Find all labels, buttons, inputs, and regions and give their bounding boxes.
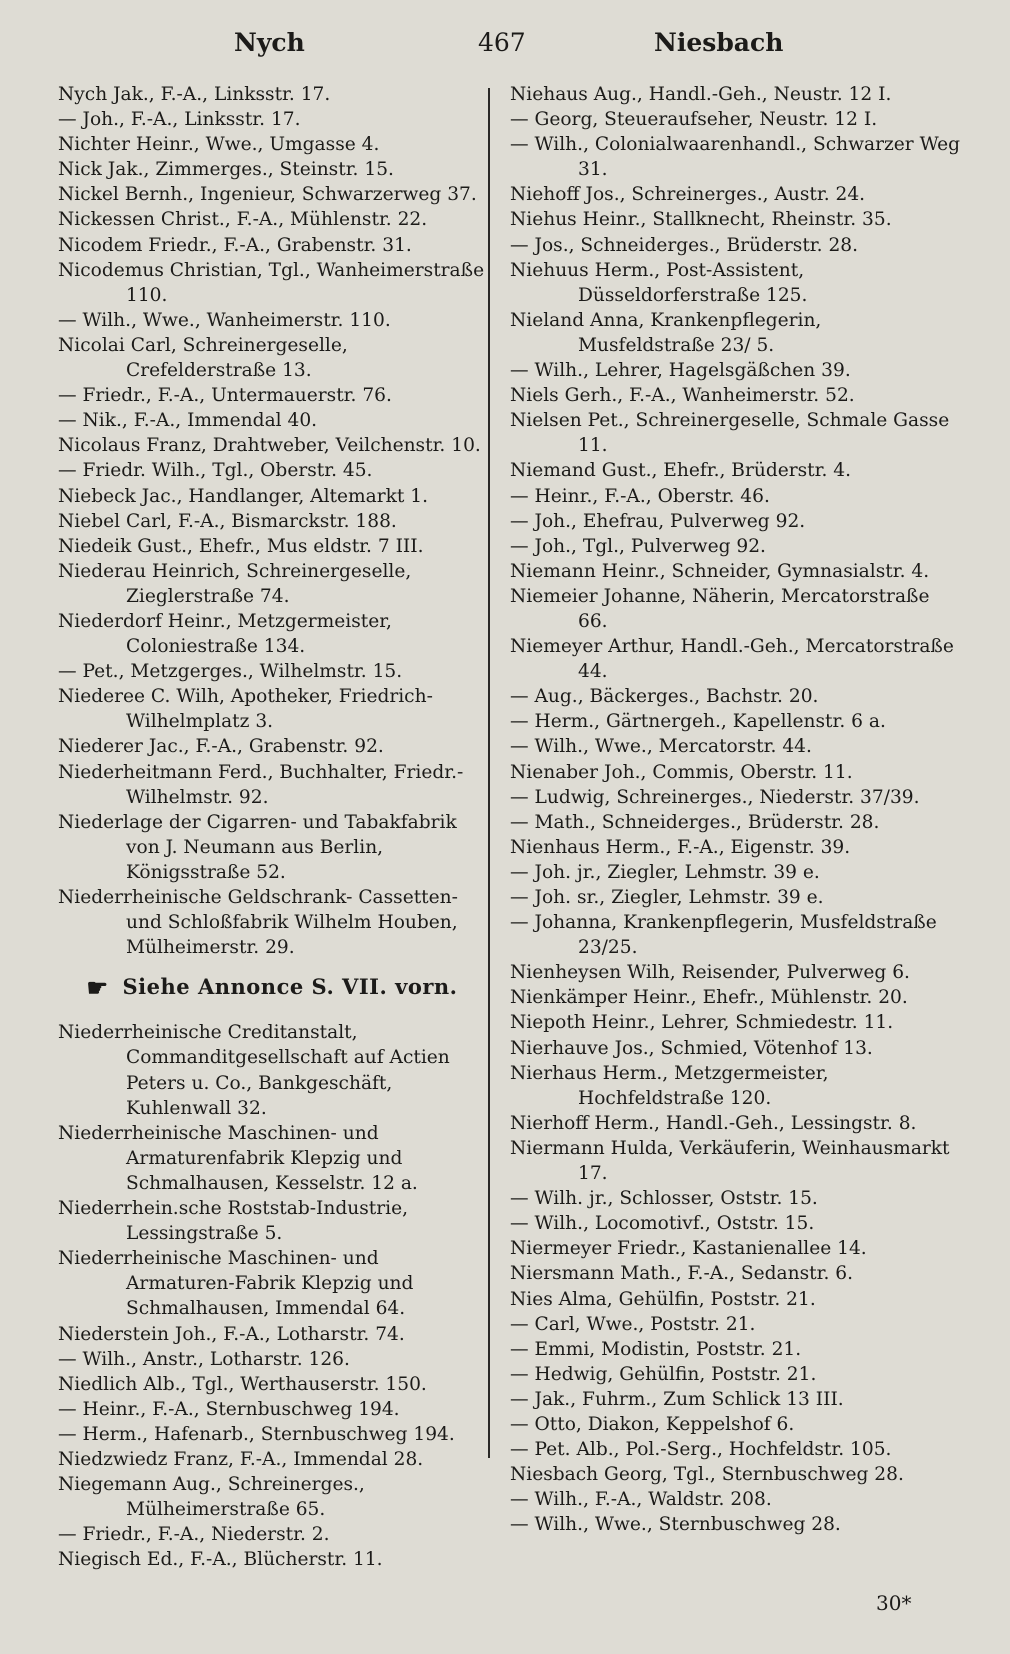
directory-entry: Niegisch Ed., F.-A., Blücherstr. 11.: [58, 1549, 383, 1571]
directory-entry: Niels Gerh., F.-A., Wanheimerstr. 52.: [510, 385, 855, 407]
directory-entry: — Wilh., Wwe., Sternbuschweg 28.: [510, 1514, 841, 1536]
directory-entry: — Pet. Alb., Pol.-Serg., Hochfeldstr. 105.: [510, 1439, 892, 1461]
directory-entry: — Heinr., F.-A., Sternbuschweg 194.: [58, 1398, 400, 1420]
directory-entry: — Carl, Wwe., Poststr. 21.: [510, 1313, 756, 1335]
directory-entry: Nicodemus Christian, Tgl., Wanheimerstraße 110.: [58, 259, 485, 306]
directory-entry: — Johanna, Krankenpflegerin, Musfeldstraße 23/25.: [510, 912, 937, 959]
directory-entry: Niederau Heinrich, Schreinergeselle, Zieglerstraße 74.: [58, 560, 412, 607]
directory-entry: — Pet., Metzgerges., Wilhelmstr. 15.: [58, 661, 403, 683]
directory-entry: Nierhoff Herm., Handl.-Geh., Lessingstr. 8.: [510, 1112, 917, 1134]
directory-entry: Nick Jak., Zimmerges., Steinstr. 15.: [58, 159, 394, 181]
directory-entry: Nych Jak., F.-A., Linksstr. 17.: [58, 84, 331, 105]
advertisement-notice: [58, 973, 486, 1003]
directory-entry: — Wilh., Wwe., Mercatorstr. 44.: [510, 736, 812, 758]
directory-entry: — Friedr. Wilh., Tgl., Oberstr. 45.: [58, 460, 373, 482]
directory-entry: — Joh., F.-A., Linksstr. 17.: [58, 109, 301, 131]
directory-entry: Niehoff Jos., Schreinerges., Austr. 24.: [510, 184, 866, 206]
advertisement-text: Siehe Annonce S. VII. vorn.: [122, 974, 458, 1000]
directory-entry: — Heinr., F.-A., Oberstr. 46.: [510, 485, 770, 507]
directory-entry: Niemann Heinr., Schneider, Gymnasialstr. 4.: [510, 560, 930, 582]
directory-entry: Niederrheinische Geldschrank- Cassetten- und Schloßfabrik Wilhelm Houben, Mülheimerstr. 29.: [58, 887, 458, 959]
page-number: 467: [478, 28, 526, 57]
directory-entry: — Joh., Tgl., Pulverweg 92.: [510, 535, 766, 557]
directory-entry: — Herm., Gärtnergeh., Kapellenstr. 6 a.: [510, 711, 886, 733]
directory-entry: Niederstein Joh., F.-A., Lotharstr. 74.: [58, 1323, 405, 1345]
directory-entry: Nickessen Christ., F.-A., Mühlenstr. 22.: [58, 209, 428, 231]
directory-entry: — Joh., Ehefrau, Pulverweg 92.: [510, 510, 806, 532]
directory-entry: — Ludwig, Schreinerges., Niederstr. 37/39.: [510, 786, 920, 808]
directory-entry: — Wilh., Colonialwaarenhandl., Schwarzer Weg 31.: [510, 134, 961, 181]
directory-entry: Nierhauve Jos., Schmied, Vötenhof 13.: [510, 1037, 873, 1059]
header-right-keyword: Niesbach: [654, 28, 784, 57]
directory-entry: Nienkämper Heinr., Ehefr., Mühlenstr. 20.: [510, 987, 908, 1009]
directory-entry: Niersmann Math., F.-A., Sedanstr. 6.: [510, 1263, 854, 1285]
header-left-keyword: Nych: [234, 28, 305, 57]
directory-entry: Nichter Heinr., Wwe., Umgasse 4.: [58, 134, 380, 156]
directory-entry: Nienhaus Herm., F.-A., Eigenstr. 39.: [510, 836, 851, 858]
directory-entry: Niermann Hulda, Verkäuferin, Weinhausmarkt 17.: [510, 1137, 950, 1185]
directory-entry: — Friedr., F.-A., Niederstr. 2.: [58, 1524, 330, 1546]
directory-entry: Nieland Anna, Krankenpflegerin, Musfeldstraße 23/ 5.: [510, 309, 822, 356]
column-divider: [488, 88, 490, 1458]
directory-entry: Niederee C. Wilh, Apotheker, Friedrich-Wilhelmplatz 3.: [58, 686, 433, 733]
directory-entry: — Wilh., Lehrer, Hagelsgäßchen 39.: [510, 360, 851, 382]
directory-entry: Nickel Bernh., Ingenieur, Schwarzerweg 37.: [58, 184, 477, 206]
directory-entry: Niedeik Gust., Ehefr., Mus eldstr. 7 III.: [58, 535, 424, 557]
directory-entry: Niehuus Herm., Post-Assistent, Düsseldorferstraße 125.: [510, 259, 808, 306]
directory-entry: Niederdorf Heinr., Metzgermeister, Coloniestraße 134.: [58, 610, 392, 658]
directory-entry: — Otto, Diakon, Keppelshof 6.: [510, 1413, 795, 1435]
right-column: [510, 82, 962, 1537]
directory-entry: Niederrheinische Maschinen- und Armaturenfabrik Klepzig und Schmalhausen, Kesselstr. 12 a.: [58, 1122, 418, 1194]
directory-entry: Niegemann Aug., Schreinerges., Mülheimerstraße 65.: [58, 1474, 365, 1521]
directory-entry: — Wilh. jr., Schlosser, Oststr. 15.: [510, 1188, 818, 1210]
directory-entry: Niemeier Johanne, Näherin, Mercatorstraße 66.: [510, 585, 930, 632]
directory-entry: — Hedwig, Gehülfin, Poststr. 21.: [510, 1363, 817, 1385]
directory-entry: Niehaus Aug., Handl.-Geh., Neustr. 12 I.: [510, 84, 892, 105]
directory-entry: — Math., Schneiderges., Brüderstr. 28.: [510, 811, 880, 833]
directory-entry: Niederrhein.sche Roststab-Industrie, Lessingstraße 5.: [58, 1198, 409, 1245]
directory-entry: Niebeck Jac., Handlanger, Altemarkt 1.: [58, 485, 429, 507]
directory-entry: Nicolaus Franz, Drahtweber, Veilchenstr. 10.: [58, 435, 481, 457]
directory-entry: — Herm., Hafenarb., Sternbuschweg 194.: [58, 1423, 455, 1445]
directory-entry: — Joh. sr., Ziegler, Lehmstr. 39 e.: [510, 887, 824, 908]
directory-entry: Niebel Carl, F.-A., Bismarckstr. 188.: [58, 510, 397, 532]
directory-entry: — Friedr., F.-A., Untermauerstr. 76.: [58, 385, 392, 407]
directory-entry: — Nik., F.-A., Immendal 40.: [58, 410, 318, 432]
directory-entry: Nienheysen Wilh, Reisender, Pulverweg 6.: [510, 962, 910, 984]
directory-entry: — Wilh., Locomotivf., Oststr. 15.: [510, 1213, 815, 1235]
directory-entry: Nienaber Joh., Commis, Oberstr. 11.: [510, 761, 853, 783]
directory-entry: — Emmi, Modistin, Poststr. 21.: [510, 1338, 802, 1360]
directory-entry: Niesbach Georg, Tgl., Sternbuschweg 28.: [510, 1464, 904, 1486]
directory-entry: Niederheitmann Ferd., Buchhalter, Friedr.-Wilhelmstr. 92.: [58, 761, 464, 808]
directory-entry: Nierhaus Herm., Metzgermeister, Hochfeldstraße 120.: [510, 1062, 829, 1109]
directory-entry: Niepoth Heinr., Lehrer, Schmiedestr. 11.: [510, 1012, 894, 1034]
directory-entry: — Wilh., Wwe., Wanheimerstr. 110.: [58, 309, 391, 331]
directory-entry: Niedlich Alb., Tgl., Werthauserstr. 150.: [58, 1373, 427, 1395]
directory-entry: — Wilh., Anstr., Lotharstr. 126.: [58, 1348, 350, 1370]
directory-entry: — Joh. jr., Ziegler, Lehmstr. 39 e.: [510, 861, 820, 883]
directory-entry: — Aug., Bäckerges., Bachstr. 20.: [510, 686, 819, 708]
directory-entry: — Georg, Steueraufseher, Neustr. 12 I.: [510, 109, 878, 131]
directory-entry: Niemeyer Arthur, Handl.-Geh., Mercatorstraße 44.: [510, 636, 954, 683]
left-column: [58, 82, 486, 1572]
directory-entry: Niederer Jac., F.-A., Grabenstr. 92.: [58, 736, 384, 758]
directory-entry: Nicodem Friedr., F.-A., Grabenstr. 31.: [58, 234, 412, 256]
directory-entry: — Jos., Schneiderges., Brüderstr. 28.: [510, 234, 859, 256]
directory-entry: Niederrheinische Maschinen- und Armaturen-Fabrik Klepzig und Schmalhausen, Immendal 64.: [58, 1248, 414, 1320]
directory-entry: Nicolai Carl, Schreinergeselle, Crefelderstraße 13.: [58, 334, 348, 382]
directory-entry: — Jak., Fuhrm., Zum Schlick 13 III.: [510, 1388, 844, 1410]
page-header: [58, 28, 990, 68]
directory-entry: Niemand Gust., Ehefr., Brüderstr. 4.: [510, 460, 852, 482]
signature-mark: 30*: [876, 1591, 912, 1615]
directory-entry: Niederlage der Cigarren- und Tabakfabrik von J. Neumann aus Berlin, Königsstraße 52.: [58, 811, 457, 883]
directory-entry: — Wilh., F.-A., Waldstr. 208.: [510, 1489, 772, 1511]
pointing-hand-icon: ☛: [86, 973, 109, 1003]
directory-entry: Niermeyer Friedr., Kastanienallee 14.: [510, 1238, 867, 1260]
directory-entry: Niederrheinische Creditanstalt, Commanditgesellschaft auf Actien Peters u. Co., Bankgeschäft, Kuhlenwall 32.: [58, 1022, 450, 1119]
directory-entry: Niedzwiedz Franz, F.-A., Immendal 28.: [58, 1448, 424, 1470]
directory-entry: Nielsen Pet., Schreinergeselle, Schmale Gasse 11.: [510, 410, 950, 457]
directory-entry: Nies Alma, Gehülfin, Poststr. 21.: [510, 1288, 816, 1310]
directory-entry: Niehus Heinr., Stallknecht, Rheinstr. 35.: [510, 209, 892, 231]
